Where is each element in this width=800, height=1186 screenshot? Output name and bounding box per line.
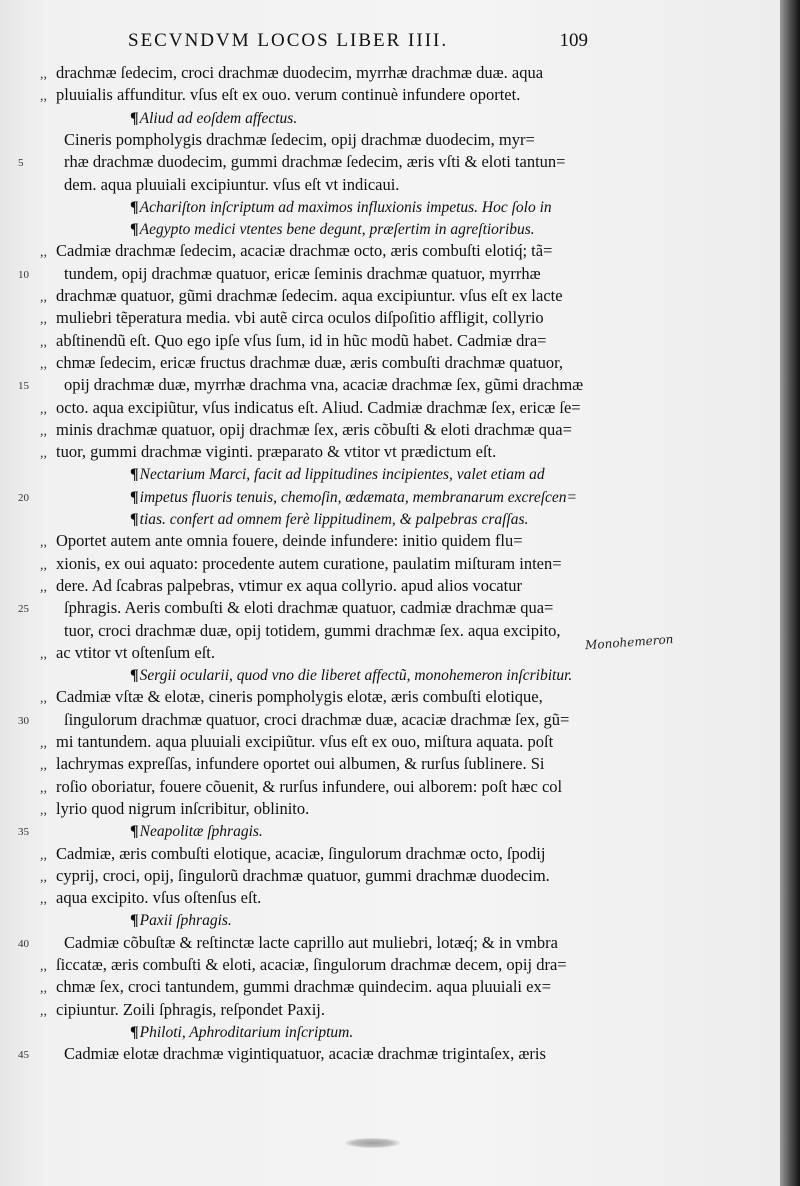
rubric-line [130, 107, 675, 129]
line-number: 30 [18, 714, 29, 727]
line-text: abſtinendũ eſt. Quo ego ipſe vſus ſum, id in hũc modũ habet. Cadmiæ dra= [56, 330, 547, 350]
line-text: aqua excipito. vſus oſtenſus eſt. [56, 888, 262, 908]
text-line [40, 62, 585, 84]
line-text: lyrio quod nigrum inſcribitur, oblinito. [56, 798, 310, 818]
line-text: tuor, croci drachmæ duæ, opij totidem, gummi drachmæ ſex. aqua excipito, [64, 620, 561, 640]
text-line [40, 642, 585, 664]
text-line [40, 999, 585, 1021]
text-line [40, 240, 585, 262]
line-text: Cadmiæ drachmæ ſedecim, acaciæ drachmæ octo, æris combuſti elotiq́; tã= [56, 241, 553, 261]
text-line [18, 374, 593, 396]
line-text: Cadmiæ elotæ drachmæ vigintiquatuor, acaciæ drachmæ trigintaſex, æris [64, 1044, 546, 1064]
line-text: Cineris pompholygis drachmæ ſedecim, opij drachmæ duodecim, myr= [64, 129, 535, 149]
book-gutter-shadow [780, 0, 800, 1186]
line-text: ſingulorum drachmæ quatuor, croci drachmæ duæ, acaciæ drachmæ ſex, gũ= [64, 709, 570, 729]
line-text: cipiuntur. Zoili ſphragis, reſpondet Paxij. [56, 999, 326, 1019]
line-number: 25 [18, 603, 29, 616]
line-text: xionis, ex oui aquato: procedente autem curatione, paulatim miſturam inten= [56, 553, 562, 573]
line-number: 20 [18, 491, 29, 504]
text-line [40, 553, 585, 575]
quotation-marker: ,, [40, 579, 47, 595]
rubric-text: Aliud ad eoſdem affectus. [139, 109, 298, 127]
line-text: opij drachmæ duæ, myrrhæ drachma vna, acaciæ drachmæ ſex, gũmi drachmæ [64, 375, 584, 395]
text-line [40, 575, 585, 597]
line-number: 35 [18, 826, 29, 839]
pilcrow-icon: ¶ [130, 823, 139, 841]
pilcrow-icon: ¶ [130, 511, 139, 528]
line-number: 40 [18, 937, 29, 950]
line-text: chmæ ſedecim, ericæ fructus drachmæ duæ, æris combuſti drachmæ quatuor, [56, 352, 564, 372]
rubric-text: Neapolitæ ſphragis. [139, 823, 263, 841]
quotation-marker: ,, [40, 245, 47, 261]
line-text: Cadmiæ cõbuſtæ & reſtinctæ lacte caprillo aut muliebri, lotæq́; & in vmbra [64, 932, 558, 952]
line-text: mi tantundem. aqua pluuiali excipiũtur. vſus eſt ex ouo, miſtura aquata. poſt [56, 732, 554, 751]
line-text: Cadmiæ vſtæ & elotæ, cineris pompholygis elotæ, æris combuſti elotique, [56, 687, 543, 707]
quotation-marker: ,, [40, 446, 47, 462]
rubric-text: Sergii ocularii, quod vno die liberet affectũ, monohemeron inſcribitur. [139, 667, 573, 685]
text-line [18, 932, 593, 954]
text-line [40, 419, 585, 441]
quotation-marker: ,, [40, 981, 47, 997]
quotation-marker: ,, [40, 312, 47, 328]
text-line [40, 887, 585, 909]
line-text: dem. aqua pluuiali excipiuntur. vſus eſt vt indicaui. [64, 174, 400, 194]
quotation-marker: ,, [40, 691, 47, 707]
text-line [40, 307, 585, 329]
quotation-marker: ,, [40, 802, 47, 818]
text-line [18, 709, 593, 731]
text-line [40, 731, 585, 753]
rubric-text: Nectarium Marci, facit ad lippitudines incipientes, valet etiam ad [139, 466, 545, 484]
line-text: drachmæ quatuor, gũmi drachmæ ſedecim. aqua excipiuntur. vſus eſt ex lacte [56, 286, 563, 305]
text-line [40, 330, 585, 352]
pilcrow-icon: ¶ [130, 488, 139, 506]
line-text: lachrymas expreſſas, infundere oportet oui albumen, & rurſus ſublinere. Si [56, 754, 545, 774]
quotation-marker: ,, [40, 646, 47, 662]
rubric-line [18, 820, 675, 842]
quotation-marker: ,, [40, 758, 47, 774]
rubric-text: Achariſton inſcriptum ad maximos influxionis impetus. Hoc ſolo in [139, 198, 552, 216]
rubric-line [130, 218, 675, 240]
line-text: minis drachmæ quatuor, opij drachmæ ſex, æris cõbuſti & eloti drachmæ qua= [56, 419, 572, 439]
line-text: ac vtitor vt oſtenſum eſt. [56, 642, 216, 662]
line-number: 5 [18, 157, 24, 170]
line-text: ſiccatæ, æris combuſti & eloti, acaciæ, ſingulorum drachmæ decem, opij dra= [56, 955, 567, 974]
quotation-marker: ,, [40, 89, 47, 105]
text-line [40, 397, 585, 419]
quotation-marker: ,, [40, 535, 47, 551]
line-number: 10 [18, 268, 29, 281]
pilcrow-icon: ¶ [130, 912, 139, 930]
text-line [18, 597, 593, 619]
text-line [48, 174, 593, 196]
text-line [40, 441, 585, 463]
text-line [40, 843, 585, 865]
line-text: tuor, gummi drachmæ viginti. præparato & vtitor vt prædictum eſt. [56, 442, 497, 462]
text-line [40, 954, 585, 976]
rubric-line [130, 463, 675, 485]
text-line [48, 620, 593, 642]
rubric-text: Paxii ſphragis. [139, 912, 232, 930]
rubric-line [130, 508, 675, 530]
line-text: Oportet autem ante omnia fouere, deinde infundere: initio quidem flu= [56, 531, 523, 551]
quotation-marker: ,, [40, 847, 47, 863]
line-text: dere. Ad ſcabras palpebras, vtimur ex aqua collyrio. apud alios vocatur [56, 575, 522, 595]
handwritten-margin-note: Monohemeron [584, 632, 674, 653]
quotation-marker: ,, [40, 67, 47, 82]
text-line [18, 263, 593, 285]
pilcrow-icon: ¶ [130, 109, 139, 127]
quotation-marker: ,, [40, 736, 47, 751]
quotation-marker: ,, [40, 290, 47, 305]
text-line [40, 798, 585, 820]
pilcrow-icon: ¶ [130, 198, 139, 216]
line-text: octo. aqua excipiũtur, vſus indicatus eſt. Aliud. Cadmiæ drachmæ ſex, ericæ ſe= [56, 397, 581, 417]
line-text: tundem, opij drachmæ quatuor, ericæ ſeminis drachmæ quatuor, myrrhæ [64, 263, 541, 283]
text-line [18, 1043, 593, 1065]
quotation-marker: ,, [40, 892, 47, 908]
quotation-marker: ,, [40, 1003, 47, 1019]
rubric-text: tias. confert ad omnem ferè lippitudinem, & palpebras craſſas. [139, 511, 529, 528]
text-line [40, 530, 585, 552]
line-text: Cadmiæ, æris combuſti elotique, acaciæ, ſingulorum drachmæ octo, ſpodij [56, 843, 546, 863]
rubric-text: impetus fluoris tenuis, chemoſin, œdæmata, membranarum excreſcen= [139, 488, 578, 506]
rubric-line [18, 486, 675, 508]
text-line [40, 753, 585, 775]
rubric-text: Aegypto medici vtentes bene degunt, præſertim in agreſtioribus. [139, 221, 535, 239]
quotation-marker: ,, [40, 557, 47, 573]
text-line [40, 84, 585, 106]
quotation-marker: ,, [40, 334, 47, 350]
line-text: cyprij, croci, opij, ſingulorũ drachmæ quatuor, gummi drachmæ duodecim. [56, 865, 550, 885]
ink-smudge [345, 1138, 400, 1148]
rubric-line [130, 664, 675, 686]
quotation-marker: ,, [40, 869, 47, 885]
quotation-marker: ,, [40, 959, 47, 974]
line-text: pluuialis affunditur. vſus eſt ex ouo. verum continuè infundere oportet. [56, 85, 521, 105]
rubric-line [130, 1021, 675, 1043]
folio-number: 109 [559, 30, 588, 51]
text-line [48, 129, 593, 151]
line-text: muliebri tẽperatura media. vbi autẽ circa oculos diſpoſitio affligit, collyrio [56, 308, 544, 328]
line-number: 15 [18, 380, 29, 393]
text-line [18, 151, 593, 173]
text-line [40, 776, 585, 798]
running-head-title: SECVNDVM LOCOS LIBER IIII. [128, 30, 449, 51]
text-line [40, 285, 585, 307]
rubric-text: Philoti, Aphroditarium inſcriptum. [139, 1023, 354, 1041]
quotation-marker: ,, [40, 423, 47, 439]
pilcrow-icon: ¶ [130, 466, 139, 484]
pilcrow-icon: ¶ [130, 667, 139, 685]
line-text: chmæ ſex, croci tantundem, gummi drachmæ quindecim. aqua pluuiali ex= [56, 977, 552, 997]
pilcrow-icon: ¶ [130, 221, 139, 239]
line-number: 45 [18, 1049, 29, 1062]
quotation-marker: ,, [40, 780, 47, 796]
rubric-line [130, 196, 675, 218]
quotation-marker: ,, [40, 356, 47, 372]
line-text: drachmæ ſedecim, croci drachmæ duodecim, myrrhæ drachmæ duæ. aqua [56, 63, 544, 82]
line-text: ſphragis. Aeris combuſti & eloti drachmæ quatuor, cadmiæ drachmæ qua= [64, 598, 554, 618]
rubric-line [130, 909, 675, 931]
line-text: rhæ drachmæ duodecim, gummi drachmæ ſedecim, æris vſti & eloti tantun= [64, 152, 566, 172]
pilcrow-icon: ¶ [130, 1023, 139, 1041]
text-line [40, 865, 585, 887]
running-head [128, 30, 588, 54]
text-line [40, 352, 585, 374]
line-text: roſio oboriatur, fouere cõuenit, & rurſus infundere, oui alborem: poſt hæc col [56, 776, 563, 796]
text-line [40, 686, 585, 708]
quotation-marker: ,, [40, 401, 47, 417]
text-line [40, 976, 585, 998]
